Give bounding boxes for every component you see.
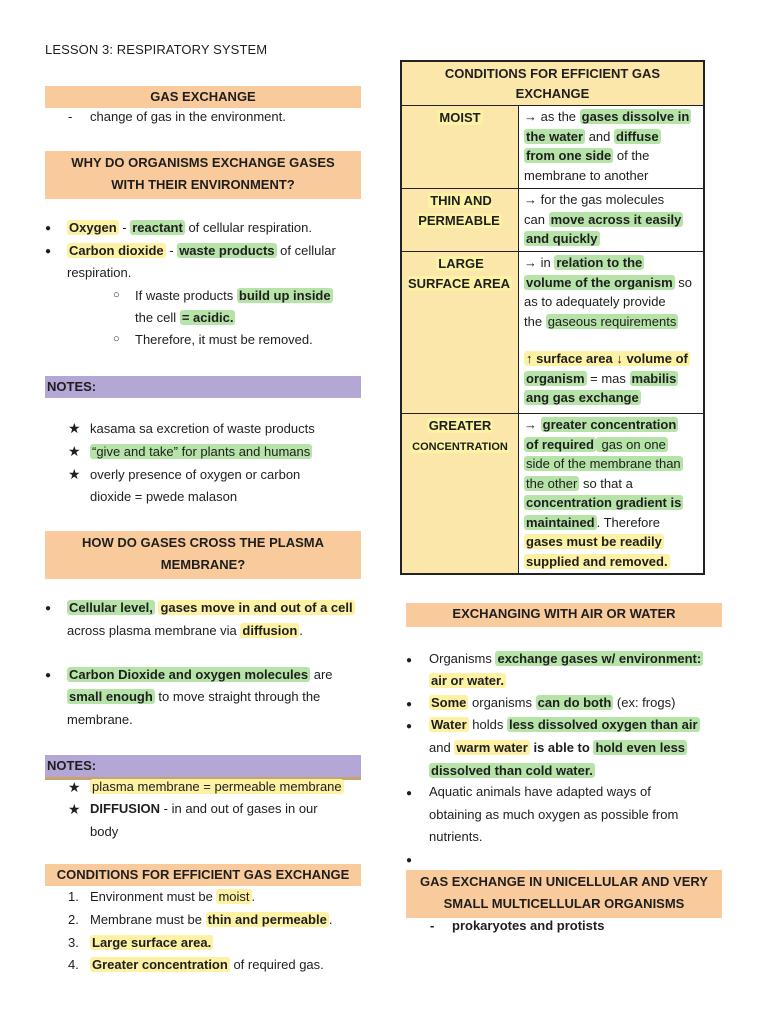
air-bullet-water [429,714,700,736]
hl: warm water [456,740,528,755]
unicellular-item: prokaryotes and protists [452,918,605,933]
text: Organisms [429,651,496,666]
row-label-moist [401,106,519,189]
text: of cellular [276,243,336,258]
cond-item-thin [90,909,332,931]
hl: maintained [526,514,595,530]
notes2-header: NOTES: [45,755,361,780]
text: as to adequately provide [524,294,666,309]
hl-acidic: = acidic. [181,310,234,325]
how-bullet-cellular-cont [67,620,303,642]
how-header-line2: MEMBRANE? [160,557,246,572]
note1-overly-cont: dioxide = pwede malason [90,489,238,504]
hl-plasma-membrane: plasma membrane = permeable membrane [92,779,342,794]
how-bullet-cellular [67,597,355,619]
text: . [299,623,303,638]
hl-label: LARGE SURFACE AREA [407,256,511,291]
text: are [310,667,333,682]
hl-small-enough: small enough [69,689,153,704]
unicellular-dash: - [430,918,435,933]
note1-excretion: kasama sa excretion of waste products [90,421,315,436]
unicellular-header [406,870,722,918]
hl-oxygen: Oxygen [69,220,117,235]
air-bullet-aquatic-cont2: nutrients. [429,829,483,844]
star-icon: ★ [68,779,81,795]
hl: gas on one [597,436,666,452]
hl: hold even less [595,740,686,755]
hl-gases-move: gases move in and out of a cell [160,600,353,615]
bullet-icon: ● [406,699,413,710]
table-row [401,252,704,414]
hl: gases dissolve in [581,109,690,124]
text: of the [613,148,650,163]
hl: air or water. [431,673,504,688]
why-sub-therefore: Therefore, it must be removed. [135,332,313,347]
why-sub-waste [135,285,333,307]
note1-give-take [90,441,312,463]
hl-moist: moist [218,889,250,904]
cond-item-moist [90,886,255,908]
hl-build-up: build up inside [238,288,331,303]
text: . [251,889,256,904]
hl: gaseous requirements [547,313,677,329]
gas-exchange-dash: - [68,109,73,124]
star-icon: ★ [68,466,81,482]
text: . [328,912,333,927]
text: and [585,128,614,144]
text: - in and out of gases in our [160,801,318,816]
page-title: LESSON 3: RESPIRATORY SYSTEM [45,42,268,57]
unicellular-header-line2: SMALL MULTICELLULAR ORGANISMS [443,896,685,911]
hl: organism [526,370,585,386]
hl: Some [431,695,467,710]
how-bullet-co2-cont [67,686,320,708]
why-header-line2: WITH THEIR ENVIRONMENT? [111,177,295,192]
hl-cellular-level: Cellular level, [69,600,153,615]
air-bullet-aquatic: Aquatic animals have adapted ways of [429,784,651,799]
text: If waste products [135,288,237,303]
list-num: 4. [68,957,79,972]
text: to move straight through the [154,689,321,704]
air-bullet-some [429,692,675,714]
hl: concentration gradient is [526,495,682,510]
text: → for the gas molecules [524,192,665,207]
hl: greater concentration [542,417,677,432]
text: - [118,220,131,235]
hl: the water [526,128,584,144]
how-header-line1: HOW DO GASES CROSS THE PLASMA [82,535,324,550]
text: → [524,417,541,432]
air-bullet-organisms-cont [429,670,506,692]
air-bullet-water-cont [429,737,687,759]
hl-label: GREATER [428,418,492,433]
bullet-icon: ● [406,788,413,799]
hl-greater-concentration: Greater concentration [92,957,228,972]
hl: the other [526,475,578,491]
air-bullet-water-cont2 [429,760,595,782]
hl-large-surface: Large surface area. [92,935,212,950]
text: membrane to another [524,167,649,183]
hl-thin-permeable: thin and permeable [207,912,327,927]
hl: side of the membrane than [526,456,681,471]
list-num: 1. [68,889,79,904]
bullet-icon: ● [406,655,413,666]
text: → in [524,255,555,270]
gas-exchange-header: GAS EXCHANGE [45,86,361,108]
text: across plasma membrane via [67,623,241,638]
text: is able to [529,740,594,755]
conditions-table [400,60,705,575]
note2-diffusion-cont: body [90,824,119,839]
circle-bullet-icon: ○ [113,289,120,301]
text: Environment must be [90,889,217,904]
hl: relation to the [556,255,643,270]
hl-diffusion: diffusion [242,623,298,638]
hl-give-take: “give and take” for plants and humans [92,444,311,459]
why-sub-waste-cont [135,307,235,329]
text: - [165,243,178,258]
hl: move across it easily [550,211,682,227]
unicellular-header-line1: GAS EXCHANGE IN UNICELLULAR AND VERY [420,874,708,889]
note2-diffusion [90,798,318,820]
cond-item-large [90,932,213,954]
star-icon: ★ [68,443,81,459]
how-bullet-co2 [67,664,333,686]
text: (ex: frogs) [613,695,676,710]
hl: less dissolved oxygen than air [508,717,698,732]
hl: gases must be readily [526,534,662,549]
notes1-header: NOTES: [45,376,361,398]
hl-label-small: CONCENTRATION [412,440,508,453]
cond-item-greater [90,954,324,976]
hl: can do both [537,695,612,710]
row-text-large [519,252,705,414]
bullet-icon: ● [406,721,413,732]
hl-label: MOIST [439,110,481,125]
air-water-header: EXCHANGING WITH AIR OR WATER [406,603,722,627]
row-label-thin [401,189,519,252]
hl: mabilis [631,370,677,386]
text: = mas [586,370,630,386]
why-bullet-oxygen [67,217,312,239]
row-text-thin [519,189,705,252]
table-row [401,61,704,106]
text: can [524,211,549,227]
table-row [401,189,704,252]
text: DIFFUSION [90,801,161,816]
hl: from one side [526,148,612,163]
hl: Water [431,717,467,732]
row-text-greater [519,414,705,575]
list-num: 3. [68,935,79,950]
how-bullet-co2-cont2: membrane. [67,712,133,727]
hl: and quickly [526,231,598,246]
circle-bullet-icon: ○ [113,333,120,345]
hl: dissolved than cold water. [431,763,593,778]
hl-reactant: reactant [132,220,183,235]
gas-exchange-definition: change of gas in the environment. [90,109,286,124]
hl-waste-products: waste products [179,243,275,258]
conditions-header: CONDITIONS FOR EFFICIENT GAS EXCHANGE [45,864,361,886]
hl: diffuse [616,128,659,144]
hl: ang gas exchange [526,390,639,405]
row-text-moist [519,106,705,189]
hl-label: THIN AND PERMEABLE [418,193,500,228]
text: and [429,740,455,755]
text: → as the [524,109,580,124]
table-header: CONDITIONS FOR EFFICIENT GAS EXCHANGE [401,61,704,106]
bullet-icon: ● [45,223,52,234]
hl-co2-oxygen: Carbon Dioxide and oxygen molecules [69,667,309,682]
text: the cell [135,310,180,325]
text: organisms [468,695,536,710]
text: of required gas. [229,957,324,972]
text: . Therefore [596,514,660,530]
bullet-icon: ● [45,670,52,681]
how-header [45,531,361,579]
star-icon: ★ [68,801,81,817]
air-bullet-organisms [429,648,703,670]
text: so [674,274,692,290]
note1-overly: overly presence of oxygen or carbon [90,467,301,482]
table-row [401,414,704,575]
text: holds [468,717,507,732]
table-row [401,106,704,189]
hl: supplied and removed. [526,553,668,569]
air-bullet-aquatic-cont: obtaining as much oxygen as possible from [429,807,679,822]
hl-carbon-dioxide: Carbon dioxide [69,243,164,258]
note2-plasma [90,776,344,798]
why-header [45,151,361,199]
hl: volume of the organism [526,274,673,290]
hl: exchange gases w/ environment: [497,651,702,666]
why-bullet-co2 [67,240,336,262]
row-label-greater [401,414,519,575]
bullet-icon: ● [406,855,413,866]
why-bullet-co2-cont: respiration. [67,265,132,280]
text: of cellular respiration. [184,220,312,235]
why-header-line1: WHY DO ORGANISMS EXCHANGE GASES [71,155,335,170]
star-icon: ★ [68,420,81,436]
text: the [524,313,546,329]
text: so that a [579,475,633,491]
list-num: 2. [68,912,79,927]
bullet-icon: ● [45,246,52,257]
row-label-large [401,252,519,414]
text: Membrane must be [90,912,206,927]
bullet-icon: ● [45,603,52,614]
hl: ↑ surface area ↓ volume of [526,351,688,366]
hl: of required [526,436,594,452]
